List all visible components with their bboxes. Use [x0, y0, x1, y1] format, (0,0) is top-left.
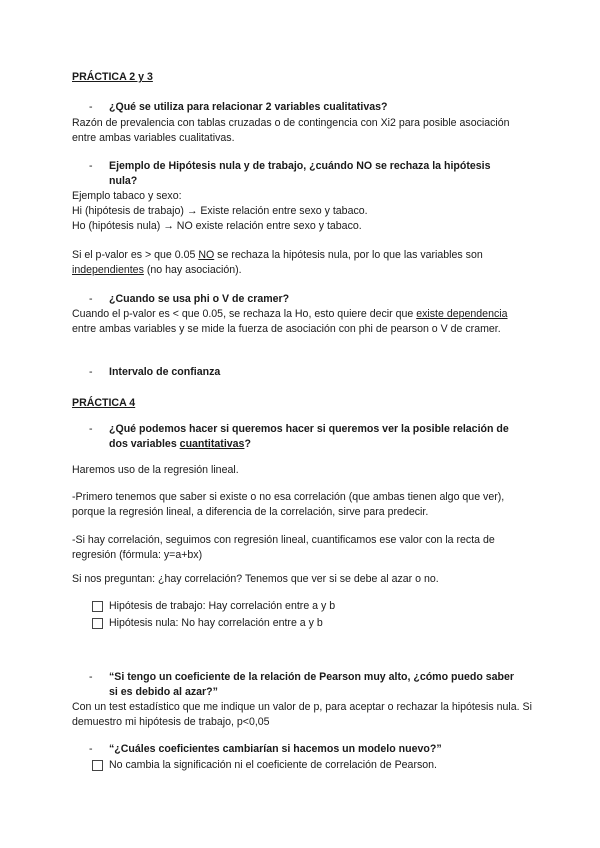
bullet-dash: -: [89, 366, 93, 378]
underlined-no: NO: [198, 249, 215, 261]
bullet-dash: -: [89, 101, 93, 113]
question-2: [89, 159, 519, 189]
text-regresion: Haremos uso de la regresión lineal.: [72, 464, 239, 476]
question-6-text: “Si tengo un coeficiente de la relación de Pearson muy alto, ¿cómo puedo saber si es debido al azar?”: [109, 671, 515, 699]
text-si-hay-correlacion: -Si hay correlación, seguimos con regresión lineal, cuantificamos ese valor con la recta de regresión (fórmula: y=a+bx): [72, 534, 495, 562]
question-7-text: “¿Cuáles coeficientes cambiarían si hacemos un modelo nuevo?”: [109, 743, 442, 755]
question-6: [89, 670, 519, 700]
checkbox-item-1: [92, 599, 532, 614]
section-title-practica-4: PRÁCTICA 4: [72, 397, 136, 409]
question-4: [89, 365, 519, 380]
text-run: ¿Qué podemos hacer si queremos hacer si queremos ver la posible relación de dos variables: [109, 423, 509, 451]
bullet-dash: -: [89, 743, 93, 755]
question-4-text: Intervalo de confianza: [109, 366, 221, 378]
text-run: se rechaza la hipótesis nula, por lo que las variables son: [214, 249, 483, 261]
text-run: (no hay asociación).: [143, 264, 242, 277]
text-run: entre ambas variables y se mide la fuerza de asociación con phi de pearson o V de cramer.: [72, 323, 501, 336]
answer-6: Con un test estadístico que me indique un valor de p, para aceptar o rechazar la hipótesis nula. Si demuestro mi hipótesis de trabajo, p<0,05: [72, 701, 532, 729]
checkbox-icon: [92, 601, 103, 612]
example-line-3: Ho (hipótesis nula) → NO existe relación entre sexo y tabaco.: [72, 220, 362, 232]
question-5: [89, 422, 519, 452]
question-3: [89, 292, 519, 307]
text-run: Cuando el p-valor es < que 0.05, se rechaza la Ho, esto quiere decir que: [72, 308, 417, 320]
checkbox-icon: [92, 618, 103, 629]
checkbox-item-1-label: Hipótesis de trabajo: Hay correlación entre a y b: [109, 600, 336, 612]
underlined-cuantitativas: cuantitativas: [179, 438, 245, 451]
checkbox-icon: [92, 760, 103, 771]
text-primero: -Primero tenemos que saber si existe o no esa correlación (que ambas tienen algo que ver), porque la regresión lineal, a diferencia de la correlación, sirve para predecir.: [72, 491, 505, 519]
underlined-independientes: independientes: [72, 264, 144, 277]
answer-1: Razón de prevalencia con tablas cruzadas o de contingencia con Xi2 para posible asociación entre ambas variables cualitativas.: [72, 117, 510, 145]
bullet-dash: -: [89, 160, 93, 172]
p-value-paragraph: [72, 248, 532, 278]
question-1: [89, 100, 519, 115]
bullet-dash: -: [89, 423, 93, 435]
question-5-text: [109, 422, 519, 452]
text-run: ?: [244, 438, 251, 451]
bullet-dash: -: [89, 293, 93, 305]
text-si-nos-preguntan: Si nos preguntan: ¿hay correlación? Tenemos que ver si se debe al azar o no.: [72, 573, 439, 585]
underlined-existe-dependencia: existe dependencia: [416, 308, 508, 320]
example-line-1: Ejemplo tabaco y sexo:: [72, 190, 182, 202]
checkbox-item-3: [92, 758, 532, 773]
section-title-practica-2-3: PRÁCTICA 2 y 3: [72, 71, 153, 83]
question-3-text: ¿Cuando se usa phi o V de cramer?: [109, 293, 290, 305]
text-run: Si el p-valor es > que 0.05: [72, 249, 199, 261]
example-line-2: Hi (hipótesis de trabajo) → Existe relación entre sexo y tabaco.: [72, 205, 368, 217]
bullet-dash: -: [89, 671, 93, 683]
answer-3: [72, 307, 532, 337]
question-1-text: ¿Qué se utiliza para relacionar 2 variables cualitativas?: [109, 101, 388, 113]
checkbox-item-2-label: Hipótesis nula: No hay correlación entre a y b: [109, 617, 323, 629]
checkbox-item-2: [92, 616, 532, 631]
checkbox-item-3-label: No cambia la significación ni el coeficiente de correlación de Pearson.: [109, 759, 437, 771]
question-7: [89, 742, 519, 757]
question-2-text: Ejemplo de Hipótesis nula y de trabajo, ¿cuándo NO se rechaza la hipótesis nula?: [109, 160, 491, 188]
